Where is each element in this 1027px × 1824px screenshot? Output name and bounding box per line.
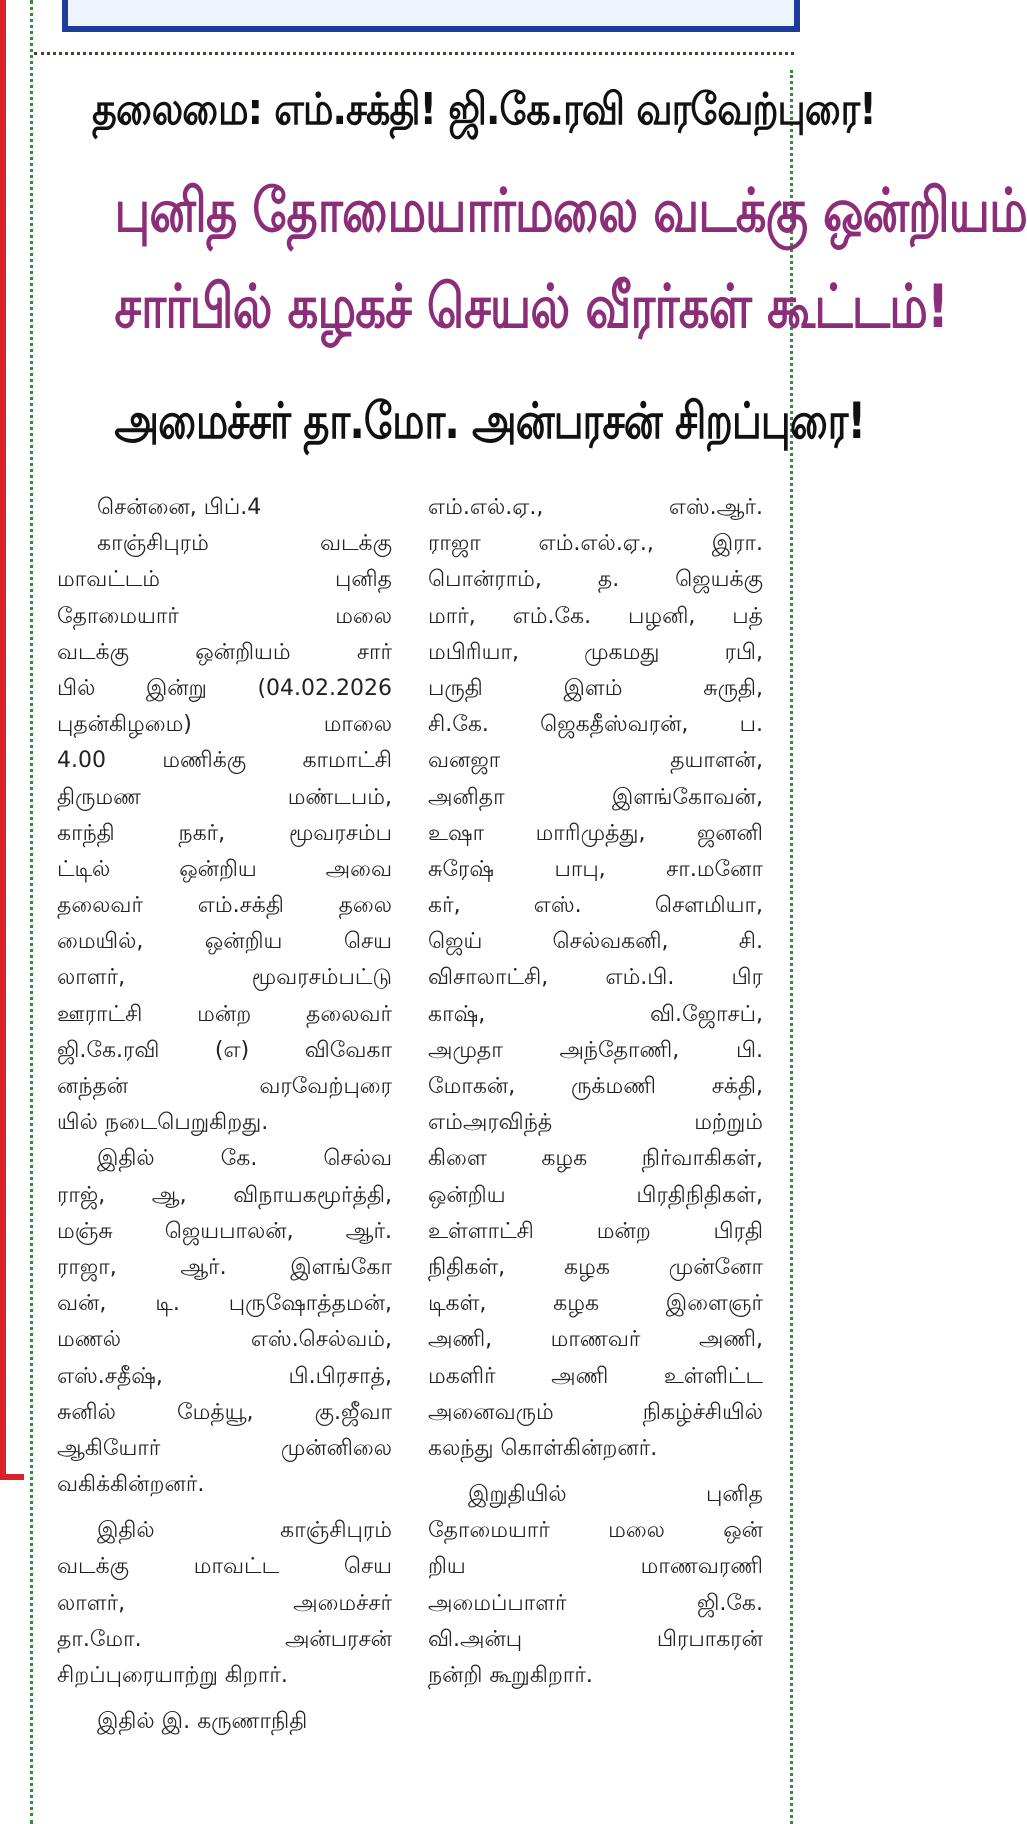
- article-line: நன்றி கூறுகிறார்.: [428, 1663, 593, 1688]
- article-line: வடக்கு ஒன்றியம் சார்: [57, 639, 392, 665]
- article-line: இறுதியில் புனித: [468, 1482, 763, 1508]
- article-line: இதில் கே. செல்வ: [97, 1146, 392, 1172]
- article-line: இதில் இ. கருணாநிதி: [97, 1709, 308, 1735]
- article-line: வகிக்கின்றனர்.: [57, 1472, 205, 1498]
- article-line: சி.கே. ஜெகதீஸ்வரன், ப.: [428, 712, 763, 738]
- article-line: தா.மோ. அன்பரசன்: [57, 1626, 392, 1652]
- article-line: ஒன்றிய பிரதிநிதிகள்,: [428, 1182, 763, 1208]
- article-line: காஷ், வி.ஜோசப்,: [428, 1001, 763, 1027]
- article-line: ராஜா, ஆர். இளங்கோ: [57, 1254, 392, 1280]
- article-line: உள்ளாட்சி மன்ற பிரதி: [428, 1218, 763, 1244]
- article-line: வன், டி. புருஷோத்தமன்,: [57, 1291, 392, 1317]
- left-dotted-border: [30, 0, 33, 1824]
- article-line: பருதி இளம் சுருதி,: [428, 675, 763, 701]
- article-line: திருமண மண்டபம்,: [57, 784, 392, 810]
- article-line: மோகன், ருக்மணி சக்தி,: [428, 1074, 763, 1099]
- article-line: நிதிகள், கழக முன்னோ: [428, 1254, 763, 1280]
- headline-4: அமைச்சர் தா.மோ. அன்பரசன் சிறப்புரை!: [114, 392, 866, 450]
- article-line: சென்னை, பிப்.4: [97, 495, 262, 520]
- article-line: சிறப்புரையாற்று கிறார்.: [57, 1663, 288, 1688]
- article-line: யில் நடைபெறுகிறது.: [57, 1110, 269, 1136]
- article-line: சுனில் மேத்யூ, கு.ஜீவா: [57, 1399, 392, 1425]
- article-line: ஊராட்சி மன்ற தலைவர்: [57, 1001, 392, 1027]
- article-line: மாவட்டம் புனித: [57, 567, 392, 593]
- article-line: இதில் காஞ்சிபுரம்: [97, 1518, 392, 1544]
- previous-article-box: [62, 0, 800, 32]
- article-line: ஜி.கே.ரவி (எ) விவேகா: [57, 1037, 392, 1063]
- article-line: விசாலாட்சி, எம்.பி. பிர: [428, 965, 763, 991]
- article-line: பொன்ராம், த. ஜெயக்கு: [428, 567, 763, 593]
- article-line: மார், எம்.கே. பழனி, பத்: [428, 603, 763, 629]
- article-line: றிய மாணவரணி: [428, 1554, 763, 1580]
- article-right-column: [428, 490, 763, 1694]
- article-line: உஷா மாரிமுத்து, ஜனனி: [428, 820, 763, 846]
- article-line: எம்.எல்.ஏ., எஸ்.ஆர்.: [428, 495, 763, 520]
- article-line: லாளர், மூவரசம்பட்டு: [57, 965, 392, 991]
- headline-3: சார்பில் கழகச் செயல் வீரர்கள் கூட்டம்!: [114, 272, 949, 342]
- article-line: புதன்கிழமை) மாலை: [57, 712, 392, 738]
- article-line: எஸ்.சதீஷ், பி.பிரசாத்,: [57, 1363, 392, 1389]
- headline-1: தலைமை: எம்.சக்தி! ஜி.கே.ரவி வரவேற்புரை!: [92, 84, 876, 135]
- article-line: மையில், ஒன்றிய செய: [57, 929, 392, 955]
- article-line: ட்டில் ஒன்றிய அவை: [57, 856, 392, 882]
- article-line: மணல் எஸ்.செல்வம்,: [57, 1327, 392, 1353]
- article-line: தோமையார் மலை: [57, 603, 392, 629]
- article-line: தலைவர் எம்.சக்தி தலை: [57, 893, 392, 919]
- article-line: கிளை கழக நிர்வாகிகள்,: [428, 1146, 763, 1172]
- article-line: அனைவரும் நிகழ்ச்சியில்: [428, 1399, 763, 1425]
- left-red-rule: [0, 0, 6, 1480]
- article-line: மஞ்சு ஜெயபாலன், ஆர்.: [57, 1218, 392, 1244]
- article-line: வனஜா தயாளன்,: [428, 748, 763, 774]
- article-line: கலந்து கொள்கின்றனர்.: [428, 1435, 658, 1461]
- article-line: அனிதா இளங்கோவன்,: [428, 784, 763, 810]
- article-line: ஜெய் செல்வகனி, சி.: [428, 929, 763, 955]
- article-line: டிகள், கழக இளைஞர்: [428, 1291, 763, 1317]
- article-line: கர், எஸ். சௌமியா,: [428, 893, 763, 919]
- article-left-column: [57, 490, 392, 1740]
- headline-2: புனித தோமையார்மலை வடக்கு ஒன்றியம்: [114, 176, 1027, 246]
- article-line: 4.00 மணிக்கு காமாட்சி: [57, 748, 392, 774]
- article-line: னந்தன் வரவேற்புரை: [57, 1074, 392, 1099]
- article-line: மகளிர் அணி உள்ளிட்ட: [428, 1363, 763, 1389]
- article-line: தோமையார் மலை ஒன்: [428, 1518, 763, 1544]
- article-line: ராஜ், ஆ, விநாயகமூர்த்தி,: [57, 1182, 392, 1208]
- article-line: ராஜா எம்.எல்.ஏ., இரா.: [428, 531, 763, 557]
- article-line: காந்தி நகர், மூவரசம்ப: [57, 820, 392, 846]
- article-line: லாளர், அமைச்சர்: [57, 1590, 392, 1616]
- article-line: அணி, மாணவர் அணி,: [428, 1327, 763, 1353]
- article-line: எம்அரவிந்த் மற்றும்: [428, 1110, 763, 1136]
- article-line: சுரேஷ் பாபு, சா.மனோ: [428, 856, 763, 882]
- article-line: ஆகியோர் முன்னிலை: [57, 1435, 392, 1461]
- red-rule-corner: [0, 1474, 24, 1480]
- article-line: வடக்கு மாவட்ட செய: [57, 1554, 392, 1580]
- article-line: அமைப்பாளர் ஜி.கே.: [428, 1590, 763, 1616]
- article-line: அமுதா அந்தோணி, பி.: [428, 1037, 763, 1063]
- article-line: பில் இன்று (04.02.2026: [57, 675, 392, 701]
- article-line: காஞ்சிபுரம் வடக்கு: [97, 531, 392, 557]
- top-dotted-border: [34, 52, 794, 55]
- article-line: மபிரியா, முகமது ரபி,: [428, 639, 763, 665]
- article-line: வி.அன்பு பிரபாகரன்: [428, 1626, 763, 1652]
